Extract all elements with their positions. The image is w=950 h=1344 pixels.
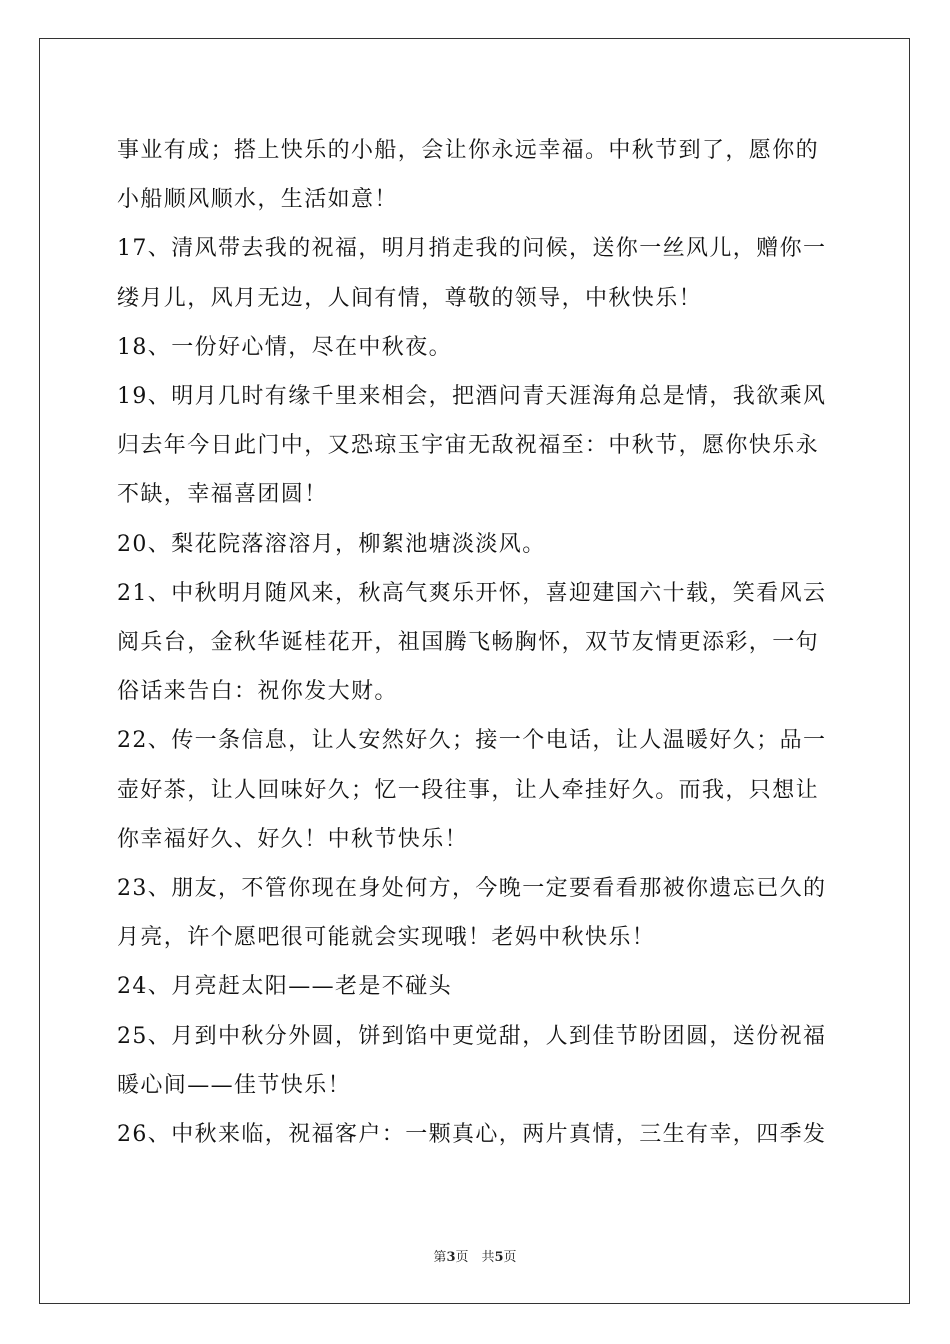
text-line: 暖心间——佳节快乐！ (117, 1072, 352, 1098)
paragraph-23 (117, 864, 837, 962)
text-line: 21、中秋明月随风来，秋高气爽乐开怀，喜迎建国六十载，笑看风云 (117, 580, 827, 606)
text-line: 20、梨花院落溶溶月，柳絮池塘淡淡风。 (117, 531, 546, 557)
page-footer (0, 1246, 950, 1265)
text-line: 24、月亮赶太阳——老是不碰头 (117, 974, 452, 1000)
current-page-number: 3 (446, 1250, 456, 1265)
total-page-count: 5 (494, 1250, 504, 1265)
text-line: 月亮，许个愿吧很可能就会实现哦！老妈中秋快乐！ (117, 925, 656, 951)
paragraph-18 (117, 323, 837, 372)
document-body (117, 126, 837, 1159)
text-line: 俗话来告白：祝你发大财。 (117, 679, 398, 705)
text-line: 18、一份好心情，尽在中秋夜。 (117, 334, 452, 360)
text-line: 22、传一条信息，让人安然好久；接一个电话，让人温暖好久；品一 (117, 728, 827, 754)
paragraph-19 (117, 372, 837, 520)
paragraph-continuation (117, 126, 837, 224)
text-line: 事业有成；搭上快乐的小船，会让你永远幸福。中秋节到了，愿你的 (117, 138, 820, 163)
paragraph-26 (117, 1110, 837, 1159)
text-line: 你幸福好久、好久！中秋节快乐！ (117, 826, 469, 852)
text-line: 23、朋友，不管你现在身处何方，今晚一定要看看那被你遗忘已久的 (117, 876, 827, 902)
paragraph-17 (117, 224, 837, 322)
paragraph-25 (117, 1012, 837, 1110)
text-line: 19、明月几时有缘千里来相会，把酒问青天涯海角总是情，我欲乘风 (117, 384, 827, 410)
paragraph-20 (117, 520, 837, 569)
text-line: 17、清风带去我的祝福，明月捎走我的问候，送你一丝风儿，赠你一 (117, 236, 827, 262)
paragraph-21 (117, 569, 837, 717)
footer-prefix: 第 (433, 1250, 447, 1265)
text-line: 壶好茶，让人回味好久；忆一段往事，让人牵挂好久。而我，只想让 (117, 777, 820, 803)
text-line: 小船顺风顺水，生活如意！ (117, 187, 398, 213)
text-line: 缕月儿，风月无边，人间有情，尊敬的领导，中秋快乐！ (117, 285, 703, 311)
footer-middle: 页 共 (455, 1250, 495, 1265)
text-line: 归去年今日此门中，又恐琼玉宇宙无敌祝福至：中秋节，愿你快乐永 (117, 433, 820, 459)
text-line: 25、月到中秋分外圆，饼到馅中更觉甜，人到佳节盼团圆，送份祝福 (117, 1023, 827, 1049)
text-line: 不缺，幸福喜团圆！ (117, 482, 328, 508)
text-line: 26、中秋来临，祝福客户：一颗真心，两片真情，三生有幸，四季发 (117, 1122, 827, 1148)
paragraph-24 (117, 962, 837, 1011)
paragraph-22 (117, 716, 837, 864)
footer-suffix: 页 (503, 1250, 517, 1265)
text-line: 阅兵台，金秋华诞桂花开，祖国腾飞畅胸怀，双节友情更添彩，一句 (117, 630, 820, 656)
